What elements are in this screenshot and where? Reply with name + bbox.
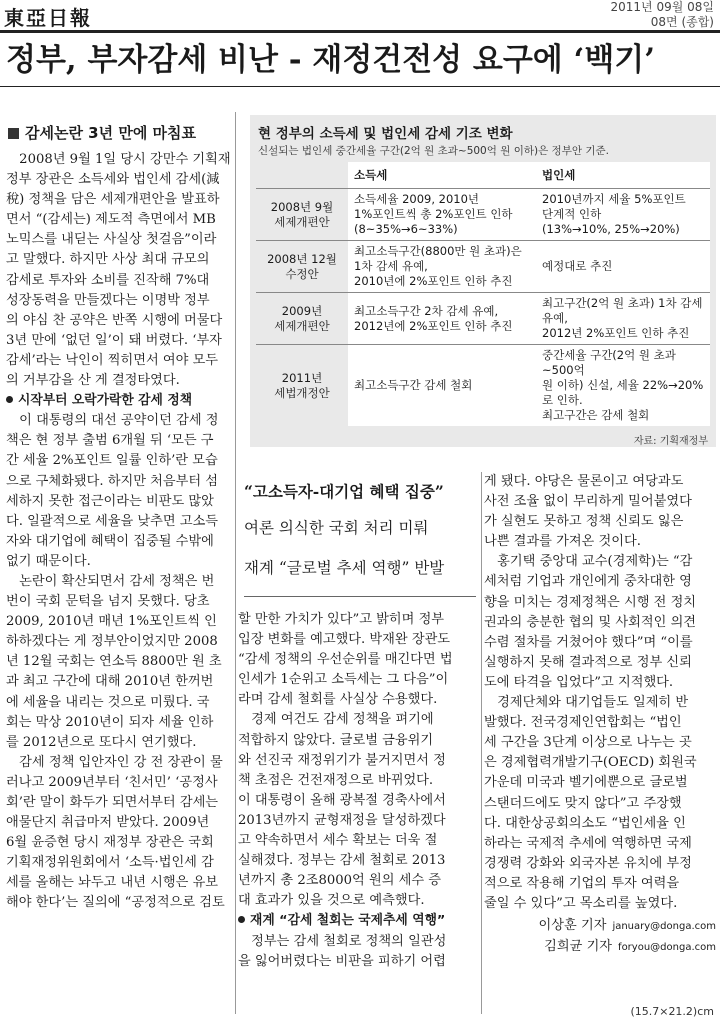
article-line: 세하지 못한 접근이라는 비판도 많았: [6, 493, 214, 509]
article-line: 과 최고 구간에 대해 2010년 한꺼번: [6, 674, 214, 690]
table-source: 자료: 기획재정부: [633, 436, 708, 447]
page-number: 08면 (종합): [650, 15, 714, 29]
article-line: 번이 국회 문턱을 넘지 못했다. 당초: [6, 594, 210, 610]
article-line: 도에 타격을 입었다”고 지적했다.: [484, 674, 674, 690]
article-line: 이 대통령이 올해 광복절 경축사에서: [238, 792, 446, 808]
table-header: 법인세: [536, 162, 710, 189]
cell-line: 2009년: [281, 303, 323, 318]
article-column-3-text: [484, 472, 716, 914]
row-label: [256, 189, 348, 241]
article-line: 경쟁력 강화와 외국자본 유치에 부정: [484, 855, 692, 871]
corporate-tax-cell: [536, 293, 710, 345]
article-line: 대 효과가 있을 것으로 예측했다.: [238, 893, 425, 909]
article-line: 하하겠다는 게 정부안이었지만 2008: [6, 634, 218, 650]
income-tax-cell: [348, 345, 536, 427]
cell-line: 수정안: [285, 266, 319, 281]
cell-line: 2010년까지 세율 5%포인트: [542, 192, 686, 206]
cell-line: 2012년 2%포인트 인하 추진: [542, 326, 690, 340]
article-line: 노믹스를 내딛는 사실상 첫걸음”이라: [6, 232, 217, 248]
article-line: 사전 조율 없이 무리하게 밀어붙였다: [484, 494, 692, 510]
article-line: 이 대통령의 대선 공약이던 감세 정: [6, 413, 219, 429]
headline-rule: [0, 86, 720, 87]
income-tax-cell: [348, 293, 536, 345]
article-column-3: [484, 472, 716, 958]
article-line: 의 야심 찬 공약은 반쪽 시행에 머물다: [6, 312, 223, 328]
dateline: [611, 0, 714, 30]
article-line: 3년 만에 ‘없던 일’이 돼 버렸다. ‘부자: [6, 332, 222, 348]
row-label: [256, 241, 348, 293]
byline-email: foryou@donga.com: [618, 942, 716, 954]
article-line: 기획재정위원회에서 ‘소득·법인세 감: [6, 855, 214, 871]
article-line: 논란이 확산되면서 감세 정책은 번: [6, 573, 215, 589]
article-line: 홍기택 중앙대 교수(경제학)는 “감: [484, 554, 693, 570]
cell-line: 최고소득구간(8800만 원 초과)은: [354, 244, 522, 258]
square-bullet-icon: [8, 128, 19, 139]
article-line: 줄일 수 있다”고 목소리를 높였다.: [484, 895, 678, 911]
cell-line: 최고소득구간 2차 감세 유예,: [354, 303, 499, 318]
article-line: 수렴 절차를 거쳤어야 했다”며 “이를: [484, 634, 693, 650]
article-line: 러나고 2009년부터 ‘친서민’ ‘공정사: [6, 774, 218, 790]
cell-line: 2010년에 2%포인트 인하 추진: [354, 274, 513, 288]
pullquote-rule: [244, 596, 476, 597]
cell-line: 원 이하) 신설, 세율 22%→20%로 인하.: [542, 378, 704, 407]
article-size: (15.7×21.2)cm: [630, 1005, 714, 1018]
article-line: 稅) 정책을 담은 세제개편안을 발표하: [6, 192, 220, 208]
article-line: 고 약속하면서 세수 확보는 더욱 절: [238, 833, 438, 849]
row-label: [256, 345, 348, 427]
table-row: [256, 189, 710, 241]
article-line: 라며 감세 철회를 사실상 수용했다.: [238, 692, 438, 708]
table-note: 신설되는 법인세 중간세율 구간(2억 원 초과~500억 원 이하)은 정부안 기준.: [258, 145, 609, 157]
cell-line: 예정대로 추진: [542, 259, 613, 273]
article-line: 적합하지 않았다. 글로벌 금융위기: [238, 732, 434, 748]
article-column-2: [238, 610, 478, 972]
table-header-row: [256, 162, 710, 189]
article-line: 세를 올해는 놔두고 내년 시행은 유보: [6, 875, 219, 891]
article-line: 6월 윤증현 당시 재정부 장관은 국회: [6, 835, 214, 851]
table-header: 소득세: [348, 162, 536, 189]
subheadline-text: 감세논란 3년 만에 마침표: [25, 124, 197, 142]
cell-line: 최고소득구간 감세 철회: [354, 378, 473, 392]
article-line: 경제 여건도 감세 정책을 펴기에: [238, 712, 434, 728]
article-line: “감세 정책의 우선순위를 매긴다면 법: [238, 652, 453, 668]
cell-line: 2011년: [281, 370, 323, 385]
article-line: 다. 일괄적으로 세율을 낮추면 고소득: [6, 513, 219, 529]
article-line: 2008년 9월 1일 당시 강만수 기획재: [6, 152, 231, 167]
cell-line: 소득세율 2009, 2010년: [354, 192, 480, 206]
article-column-1: [6, 150, 232, 914]
income-tax-cell: [348, 189, 536, 241]
article-line: 와 선진국 재정위기가 불거지면서 정: [238, 752, 446, 768]
article-line: 향을 미치는 경제정책은 시행 전 정치: [484, 594, 697, 610]
article-line: 2013년까지 균형재정을 달성하겠다: [238, 812, 446, 828]
article-line: 권과의 충분한 협의 및 사회적인 의견: [484, 614, 697, 630]
cell-line: 세제개편안: [274, 214, 330, 229]
subheadline: [8, 122, 196, 143]
tax-policy-table: [256, 162, 710, 426]
byline-name: 김희균 기자: [544, 939, 613, 955]
article-line: 할 만한 가치가 있다”고 밝히며 정부: [238, 612, 445, 627]
article-line: 회’란 말이 화두가 되면서부터 감세는: [6, 795, 219, 810]
article-line: 책은 현 정부 출범 6개월 뒤 ‘모든 구: [6, 433, 214, 449]
article-line: 감세로 투자와 소비를 진작해 7%대: [6, 272, 210, 288]
pullquote: “고소득자-대기업 혜택 집중”: [244, 482, 444, 501]
byline-email: january@donga.com: [612, 921, 716, 933]
article-line: 인세가 1순위고 소득세는 그 다음”이: [238, 672, 449, 688]
article-line: 없기 때문이다.: [6, 553, 91, 569]
article-line: 가운데 미국과 벨기에뿐으로 글로벌: [484, 775, 688, 791]
row-label: [256, 293, 348, 345]
article-line: 정부는 감세 철회로 정책의 일관성: [238, 933, 447, 949]
article-line: 애물단지 취급마저 받았다. 2009년: [6, 815, 210, 831]
cell-line: 1차 감세 유예,: [354, 259, 428, 273]
cell-line: 세법개정안: [274, 385, 330, 400]
article-line: 성장동력을 만들겠다는 이명박 정부: [6, 292, 210, 308]
article-line: 년까지 총 2조8000억 원의 세수 증: [238, 873, 442, 889]
issue-date: 2011년 09월 08일: [610, 0, 714, 14]
article-line: 를 2012년으로 또다시 연기했다.: [6, 734, 197, 750]
byline: [484, 916, 716, 937]
article-line: 세 구간을 3단계 이상으로 나누는 곳: [484, 735, 692, 751]
article-line: 다. 대한상공회의소도 “법인세율 인: [484, 815, 686, 831]
section-heading: 재계 “감세 철회는 국제추세 역행”: [238, 911, 478, 931]
article-line: 회는 막상 2010년이 되자 세율 인하: [6, 714, 214, 730]
corporate-tax-cell: [536, 189, 710, 241]
byline-name: 이상훈 기자: [538, 918, 607, 934]
article-line: 의 거부감을 산 게 결정타였다.: [6, 373, 180, 389]
cell-line: 단계적 인하: [542, 207, 602, 221]
article-line: 스탠더드에도 맞지 않다”고 주장했: [484, 795, 682, 811]
table-row: [256, 293, 710, 345]
article-line: 적으로 작용해 기업의 투자 여력을: [484, 875, 680, 891]
article-line: 발했다. 전국경제인연합회는 “법인: [484, 715, 682, 731]
headline: 정부, 부자감세 비난 - 재정건전성 요구에 ‘백기’: [6, 42, 656, 78]
cell-line: (8~35%→6~33%): [354, 222, 458, 236]
table-row: [256, 345, 710, 427]
article-line: 으로 구체화됐다. 하지만 처음부터 섬: [6, 473, 219, 489]
article-line: 하라는 국제적 추세에 역행하면 국제: [484, 835, 692, 851]
corporate-tax-cell: [536, 241, 710, 293]
article-line: 2009, 2010년 매년 1%포인트씩 인: [6, 614, 217, 630]
article-line: 경제단체와 대기업들도 일제히 반: [484, 695, 689, 711]
column-divider: [235, 112, 236, 1014]
pullquote: 여론 의식한 국회 처리 미뤄: [244, 519, 429, 537]
column-divider: [481, 472, 482, 1014]
article-line: 은 경제협력개발기구(OECD) 회원국: [484, 755, 697, 771]
cell-line: 최고구간은 감세 철회: [542, 408, 650, 422]
article-line: 간 세율 2%포인트 일률 인하’란 모습: [6, 453, 218, 469]
top-rule: [0, 30, 720, 33]
article-line: 에 세율을 내리는 것으로 미뤘다. 국: [6, 694, 210, 710]
cell-line: 세제개편안: [274, 318, 330, 333]
corporate-tax-cell: [536, 345, 710, 427]
article-line: 면서 “(감세는) 제도적 측면에서 MB: [6, 212, 216, 228]
masthead-logo: 東亞日報: [4, 6, 92, 30]
income-tax-cell: [348, 241, 536, 293]
pullquote: 재계 “글로벌 추세 역행” 반발: [244, 559, 445, 577]
bullet-icon: [6, 396, 13, 403]
article-line: 세처럼 기업과 개인에게 중차대한 영: [484, 574, 692, 590]
table-row: [256, 241, 710, 293]
cell-line: 중간세율 구간(2억 원 초과~500억: [542, 348, 676, 377]
cell-line: 최고구간(2억 원 초과) 1차 감세 유예,: [542, 296, 703, 325]
cell-line: 2008년 12월: [267, 251, 337, 266]
table-title: 현 정부의 소득세 및 법인세 감세 기조 변화: [258, 126, 513, 142]
article-line: 해야 한다’는 질의에 “공정적으로 검토: [6, 895, 225, 911]
article-line: 입장 변화를 예고했다. 박재완 장관도: [238, 632, 451, 648]
article-line: 나쁜 결과를 가져온 것이다.: [484, 534, 641, 550]
article-line: 자와 대기업에 혜택이 집중될 수밖에: [6, 533, 214, 549]
cell-line: 1%포인트씩 총 2%포인트 인하: [354, 207, 513, 221]
article-line: 정부 장관은 소득세와 법인세 감세(減: [6, 172, 220, 188]
article-line: 실해졌다. 정부는 감세 철회로 2013: [238, 853, 446, 869]
article-line: 감세’라는 낙인이 찍히면서 여야 모두: [6, 352, 219, 368]
article-line: 책 초점은 건전재정으로 바뀌었다.: [238, 772, 434, 788]
cell-line: 2012년에 2%포인트 인하 추진: [354, 318, 513, 333]
article-line: 게 됐다. 야당은 물론이고 여당과도: [484, 474, 684, 489]
article-line: 가 실현도 못하고 정책 신뢰도 잃은: [484, 514, 684, 530]
article-line: 감세 정책 입안자인 강 전 장관이 물: [6, 754, 223, 770]
article-line: 년 12월 국회는 연소득 8800만 원 초: [6, 654, 222, 670]
article-line: 실행하지 못해 결과적으로 정부 신뢰: [484, 654, 692, 670]
byline: [484, 937, 716, 958]
bullet-icon: [238, 916, 245, 923]
section-heading: 시작부터 오락가락한 감세 정책: [6, 391, 232, 411]
article-line: 고 말했다. 하지만 사상 최대 규모의: [6, 252, 210, 268]
cell-line: 2008년 9월: [270, 199, 334, 214]
cell-line: (13%→10%, 25%→20%): [542, 222, 680, 236]
table-header: [256, 162, 348, 189]
article-line: 을 잃어버렸다는 비판을 피하기 어렵: [238, 953, 446, 969]
